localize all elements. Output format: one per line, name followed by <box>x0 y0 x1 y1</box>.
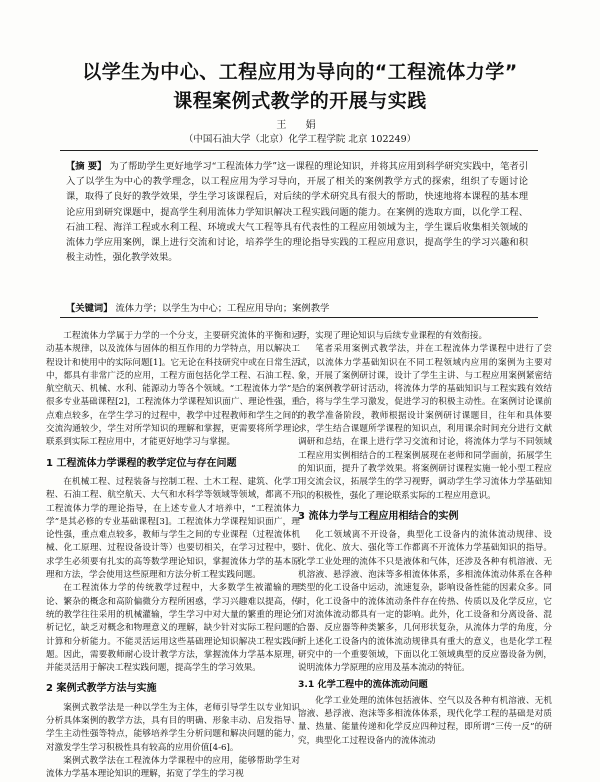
case-teaching-paragraph: 笔者采用案例式教学法，并在工程流体力学课程中进行了尝试，以流体力学基础知识在不同工程领域内应用的案例为主要对象，开展了案例研讨课，设计了学生主讲、与工程应用案例紧密结合的案例教学研讨活动，将流体力学的基础知识与工程实践有效结合，将与学生学习激发，促进学习的积极主动性。在案例讨论课前的教学准备阶段，教师根据设计案例研讨课题目，往年和具体要求，学生结合课题所学课程的知识点，利用课余时间充分进行文献调研和总结，在课上进行学习交流和讨论，将流体力学与不同领域工程应用实例相结合的工程案例展现在老师和同学面前，拓展学生的知识面，提升了教学效果。将案例研讨课程实施一轮小型工程应用交流会议，拓展学生的学习视野，调动学生学习流体力学基础知识的积极性，强化了理论联系实际的工程应用意识。 <box>298 344 552 501</box>
abstract-label: 【摘 要】 <box>66 161 107 172</box>
title-line-1: 以学生为中心、工程应用为导向的“工程流体力学” <box>82 61 518 83</box>
right-column <box>298 330 552 748</box>
left-column <box>46 330 300 782</box>
section-2-heading: 2 案例式教学方法与实施 <box>46 683 157 695</box>
keywords-text: 流体力学；以学生为中心；工程应用导向；案例教学 <box>115 303 330 314</box>
section-3-1-paragraph-1: 化学工业处理的流体包括液体、空气以及各种有机溶液、无机溶液、悬浮液、泡沫等多相流体体系，现代化学工程的基础是对质量、热量、能量传递和化学反应四种过程，即所谓“三传一反”的研究，典型化工过程设备内的流体流动 <box>298 695 552 746</box>
section-2-paragraph-1: 案例式教学法是一种以学生为主体，老师引导学生以专业知识分析具体案例的教学方法，具有目的明确、形象丰动、启发指导、学生主动性强等特点，能够培养学生分析问题和解决问题的能力，对激发学生学习积极性具有较高的应用价值[4-6]。 <box>46 702 300 753</box>
affiliation: （中国石油大学（北京）化学工程学院 北京 102249） <box>183 134 417 145</box>
abstract <box>66 159 528 265</box>
section-1-heading: 1 工程流体力学课程的教学定位与存在问题 <box>46 457 237 469</box>
title-line-2: 课程案例式教学的开展与实践 <box>173 90 427 112</box>
section-3-heading: 3 流体力学与工程应用相结合的实例 <box>298 510 459 522</box>
continued-paragraph: 野，实现了理论知识与后续专业课程的有效衔接。 <box>298 331 488 341</box>
section-2-paragraph-2: 案例式教学法在工程流体力学课程中的应用，能够帮助学生对流体力学基本理论知识的理解，拓宽了学生的学习视 <box>46 755 300 780</box>
author: 王 娟 <box>276 120 324 131</box>
intro-paragraph: 工程流体力学属于力学的一个分支，主要研究流体的平衡和运动基本规律，以及流体与固体的相互作用的力学特点，用以解决工程设计和使用中的实际问题[1]。它无论在科技研究中或在日常生活中，都具有非常广泛的应用，工程方面包括化学工程、石油工程、航空航天、机械、水利、能源动力等各个领域。“工程流体力学”是很多专业基础课程[2]，工程流体力学课程知识面广、理论性强，重点难点较多，在学生学习的过程中，教学中过程教师和学生之间的交流沟通较少，学生对所学知识的理解和掌握，更需要将所学理论联系到实际工程应用中，才能更好地学习与掌握。 <box>46 331 300 448</box>
keywords <box>66 302 528 315</box>
section-1-paragraph-2: 在工程流体力学的传统教学过程中，大多数学生被灌输的理论、繁杂的概念和高阶偏微分方程所困惑，学习兴趣难以提高，传统的教学往往采用的机械灌输，学生学习中对大量的繁重的理论分析记忆，缺乏对概念和物理意义的理解，缺少针对实际工程问题的计算和分析能力。不能灵活运用这些基础理论知识解决工程实践问题。因此，需要教师耐心设计教学方法，掌握流体力学基本原理，并能灵活用于解决工程实践问题，提高学生的学习效果。 <box>46 583 300 674</box>
abstract-text: 为了帮助学生更好地学习“工程流体力学”这一课程的理论知识，并将其应用到科学研究实践中，笔者引入了以学生为中心的教学理念，以工程应用为学习导向，开展了相关的案例教学方式的探索，组织了专题讨论课，取得了良好的教学效果，学生学习该课程后，对后续的学术研究具有很大的帮助，快速地将本课程的基本理论应用到研究课题中，提高学生利用流体力学知识解决工程实践问题的能力。在案例的选取方面，以化学工程、石油工程、海洋工程或水利工程、环境或大气工程等具有代表性的工程应用领域为主，学生课后收集相关领域的流体力学应用案例，课上进行交流和讨论，培养学生的理论指导实践的工程应用意识，提高学生的学习兴趣和积极主动性，强化教学效果。 <box>66 161 528 264</box>
section-3-1-heading: 3.1 化学工程中的流体流动问题 <box>298 679 428 691</box>
keywords-label: 【关键词】 <box>66 303 113 314</box>
section-3-paragraph-1: 化工领域离不开设备，典型化工设备内的流体流动规律、设计、优化、放大、强化等工作都离不开流体力学基础知识的指导。化学工业处理的流体不只是液体和气体，还涉及各种有机溶液、无机溶液、悬浮液、泡沫等多相流体体系，多相流体流动体系在各种类型的化工设备中运动，流速复杂，影响设备性能的因素众多。同时，化工设备中的流体流动条件存在传热、传质以及化学反应，它们对流体流动都具有一定的影响。此外，化工设备和分离设备、混合器、反应器等种类繁多，几何形状复杂，从流体力学的角度，分析上述化工设备内的流体流动规律具有重大的意义，也是化学工程研究中的一个重要领域，下面以化工领域典型的反应器设备为例，说明流体力学原理的应用及基本流动的特征。 <box>298 530 552 674</box>
section-1-paragraph-1: 在机械工程、过程装备与控制工程、土木工程、建筑、化学工程、石油工程、航空航天、大气和水科学等领域等领域，都离不开工程流体力学的理论指导，在上述专业人才培养中，“工程流体力学”是其必修的专业基础课程[3]。工程流体力学课程知识面广，理论性强，重点难点较多，教师与学生之间的专业课程（过程流体机械、化工原理、过程设备设计等）也要切相关，在学习过程中，要求学生必须要有扎实的高等数学理论知识，掌握流体力学的基本原理和方法，学会使用这些原理和方法分析工程实践问题。 <box>46 476 300 581</box>
abstract-box <box>60 150 538 318</box>
